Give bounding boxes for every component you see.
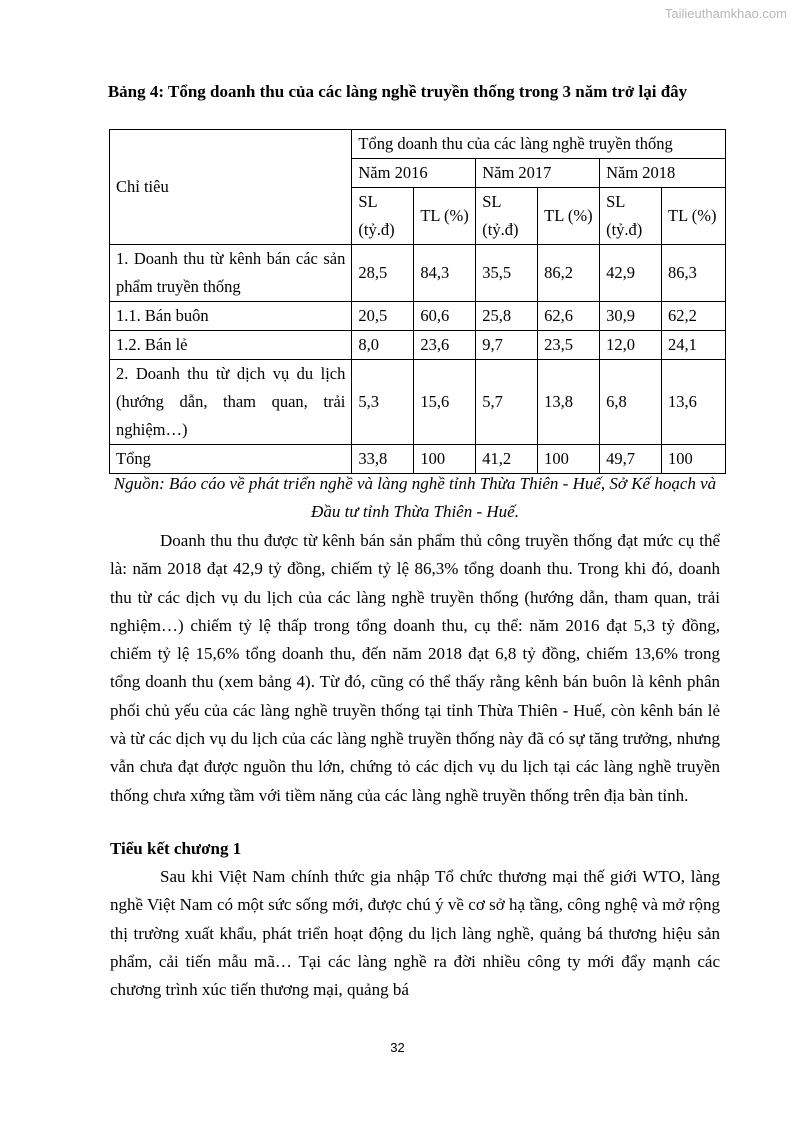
row-label: 1.2. Bán lẻ: [110, 331, 352, 360]
value-cell: 84,3: [414, 245, 476, 302]
value-cell: 100: [662, 445, 726, 474]
sl-header-cell: SL (tỷ.đ): [476, 188, 538, 245]
row-label: Tổng: [110, 445, 352, 474]
value-cell: 62,2: [662, 302, 726, 331]
value-cell: 86,2: [538, 245, 600, 302]
value-cell: 41,2: [476, 445, 538, 474]
value-cell: 23,6: [414, 331, 476, 360]
sl-header-cell: SL (tỷ.đ): [600, 188, 662, 245]
value-cell: 60,6: [414, 302, 476, 331]
value-cell: 5,3: [352, 360, 414, 445]
value-cell: 8,0: [352, 331, 414, 360]
value-cell: 100: [414, 445, 476, 474]
value-cell: 9,7: [476, 331, 538, 360]
year-header-cell: Năm 2018: [600, 159, 726, 188]
value-cell: 15,6: [414, 360, 476, 445]
value-cell: 23,5: [538, 331, 600, 360]
table-title: Bảng 4: Tổng doanh thu của các làng nghề truyền thống trong 3 năm trở lại đây: [107, 82, 688, 101]
value-cell: 28,5: [352, 245, 414, 302]
value-cell: 42,9: [600, 245, 662, 302]
value-cell: 6,8: [600, 360, 662, 445]
tl-header-cell: TL (%): [414, 188, 476, 245]
row-label: 1.1. Bán buôn: [110, 302, 352, 331]
value-cell: 13,6: [662, 360, 726, 445]
value-cell: 62,6: [538, 302, 600, 331]
value-cell: 86,3: [662, 245, 726, 302]
table-row: [110, 245, 726, 302]
table-row: [110, 302, 726, 331]
page-number: 32: [390, 1040, 405, 1055]
row-label: 1. Doanh thu từ kênh bán các sản phẩm truyền thống: [110, 245, 352, 302]
value-cell: 13,8: [538, 360, 600, 445]
value-cell: 49,7: [600, 445, 662, 474]
year-header-cell: Năm 2016: [352, 159, 476, 188]
table-header-row: [110, 130, 726, 159]
value-cell: 30,9: [600, 302, 662, 331]
section-heading: Tiểu kết chương 1: [110, 839, 242, 858]
body-paragraph: Doanh thu thu được từ kênh bán sản phẩm thủ công truyền thống đạt mức cụ thể là: năm 2018 đạt 42,9 tỷ đồng, chiếm tỷ lệ 86,3% tổng doanh thu. Trong khi đó, doanh thu từ các dịch vụ du lịch của các làng nghề truyền thống (hướng dẫn, tham quan, trải nghiệm…) chiếm tỷ lệ thấp trong tổng doanh thu, cụ thể: năm 2016 đạt 5,3 tỷ đồng, chiếm tỷ lệ 15,6% tổng doanh thu, đến năm 2018 đạt 6,8 tỷ đồng, chiếm 13,6% trong tổng doanh thu (xem bảng 4). Từ đó, cũng có thể thấy rằng kênh bán buôn là kênh phân phối chủ yếu của các làng nghề truyền thống tại tỉnh Thừa Thiên - Huế, còn kênh bán lẻ và từ các dịch vụ du lịch của các làng nghề truyền thống này đã có sự tăng trưởng, nhưng vẫn chưa đạt được nguồn thu lớn, chứng tỏ các dịch vụ du lịch tại các làng nghề truyền thống chưa xứng tầm với tiềm năng của các làng nghề truyền thống trên địa bàn tỉnh.: [110, 531, 720, 805]
value-cell: 5,7: [476, 360, 538, 445]
body-paragraph: Sau khi Việt Nam chính thức gia nhập Tổ chức thương mại thế giới WTO, làng nghề Việt Nam có một sức sống mới, được chú ý về cơ sở hạ tầng, công nghệ và mở rộng thị trường xuất khẩu, phát triển hoạt động du lịch làng nghề, quảng bá thương hiệu sản phẩm, cải tiến mẫu mã… Tại các làng nghề ra đời nhiều công ty mới đẩy mạnh các chương trình xúc tiến thương mại, quảng bá: [110, 867, 720, 1000]
value-cell: 24,1: [662, 331, 726, 360]
year-header-cell: Năm 2017: [476, 159, 600, 188]
value-cell: 100: [538, 445, 600, 474]
group-header-cell: Tổng doanh thu của các làng nghề truyền thống: [352, 130, 726, 159]
tl-header-cell: TL (%): [662, 188, 726, 245]
row-header-cell: Chỉ tiêu: [110, 130, 352, 245]
value-cell: 33,8: [352, 445, 414, 474]
value-cell: 20,5: [352, 302, 414, 331]
value-cell: 35,5: [476, 245, 538, 302]
sl-header-cell: SL (tỷ.đ): [352, 188, 414, 245]
revenue-table: [109, 129, 726, 474]
row-label: 2. Doanh thu từ dịch vụ du lịch (hướng dẫn, tham quan, trải nghiệm…): [110, 360, 352, 445]
value-cell: 25,8: [476, 302, 538, 331]
table-row: [110, 331, 726, 360]
tl-header-cell: TL (%): [538, 188, 600, 245]
watermark: Tailieuthamkhao.com: [664, 6, 787, 21]
value-cell: 12,0: [600, 331, 662, 360]
table-row: [110, 360, 726, 445]
source-note: Nguồn: Báo cáo về phát triển nghề và làng nghề tỉnh Thừa Thiên - Huế, Sở Kế hoạch và Đầu tư tỉnh Thừa Thiên - Huế.: [113, 474, 717, 521]
